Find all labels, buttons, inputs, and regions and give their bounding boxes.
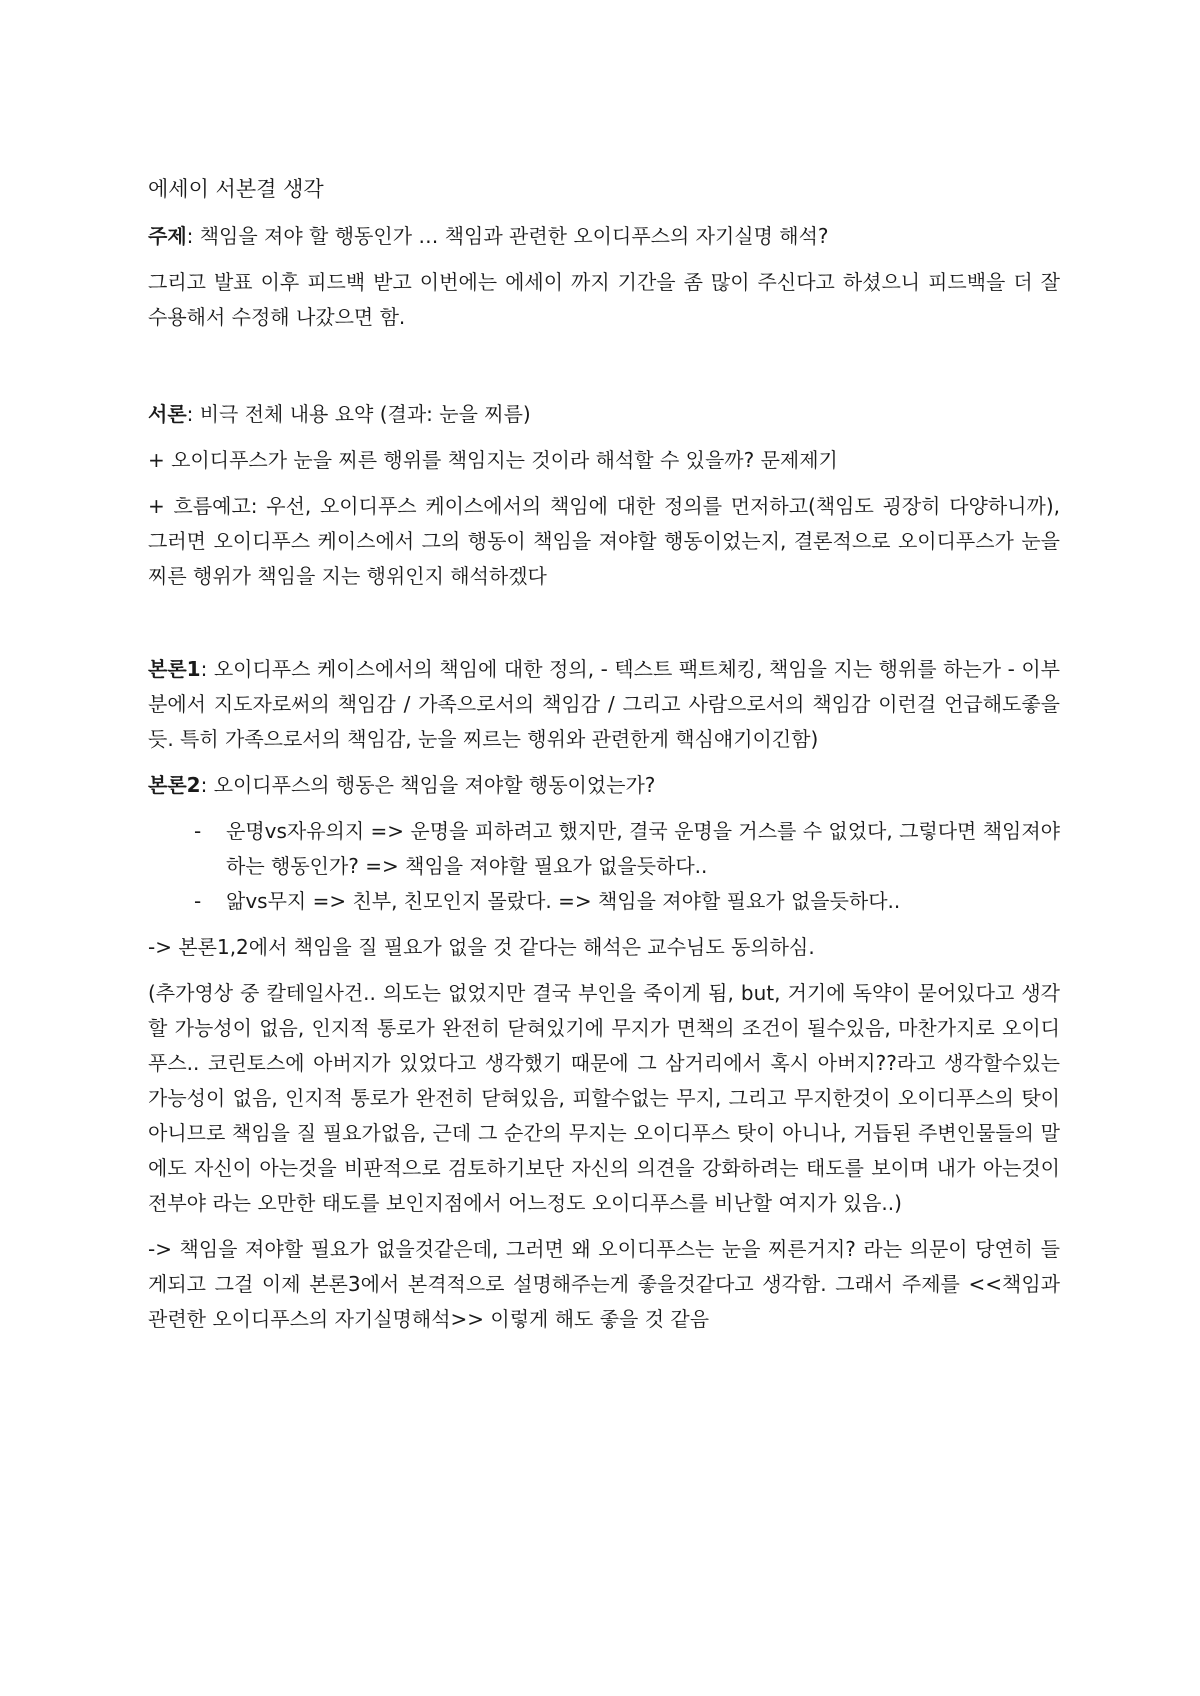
topic-text: : 책임을 져야 할 행동인가 … 책임과 관련한 오이디푸스의 자기실명 해석? xyxy=(186,224,829,248)
conclusion-paragraph: -> 책임을 져야할 필요가 없을것같은데, 그러면 왜 오이디푸스는 눈을 찌른거지? 라는 의문이 당연히 들게되고 그걸 이제 본론3에서 본격적으로 설명해주는게 좋을것같다고 생각함. 그래서 주제를 <<책임과 관련한 오이디푸스의 자기실명해석>> 이렇게 해도 좋을 것 같음 xyxy=(148,1237,1060,1331)
list-item xyxy=(148,814,1060,884)
seoron-label: 서론 xyxy=(148,402,187,426)
bonron1-label: 본론1 xyxy=(148,657,201,681)
document-page xyxy=(148,172,1060,1348)
bonron2-text: : 오이디푸스의 행동은 책임을 져야할 행동이었는가? xyxy=(200,773,656,797)
seoron-flow-paragraph: + 흐름예고: 우선, 오이디푸스 케이스에서의 책임에 대한 정의를 먼저하고(책임도 굉장히 다양하니까), 그러면 오이디푸스 케이스에서 그의 행동이 책임을 져야할 행동이었는지, 결론적으로 오이디푸스가 눈을 찌른 행위가 책임을 지는 행위인지 해석하겠다 xyxy=(148,494,1060,588)
topic-label: 주제 xyxy=(148,224,187,248)
list-item-text: 앎vs무지 => 친부, 친모인지 몰랐다. => 책임을 져야할 필요가 없을듯하다.. xyxy=(226,889,901,913)
bonron1-paragraph xyxy=(148,652,1060,757)
agree-paragraph: -> 본론1,2에서 책임을 질 필요가 없을 것 같다는 해석은 교수님도 동의하심. xyxy=(148,935,815,959)
document-title: 에세이 서본결 생각 xyxy=(148,177,324,201)
bonron2-bullet-list xyxy=(148,814,1060,919)
list-item-text: 운명vs자유의지 => 운명을 피하려고 했지만, 결국 운명을 거스를 수 없었다, 그렇다면 책임져야하는 행동인가? => 책임을 져야할 필요가 없을듯하다.. xyxy=(226,819,1060,878)
bonron2-label: 본론2 xyxy=(148,773,201,797)
seoron-paragraph xyxy=(148,397,1060,432)
bullet-dash: - xyxy=(194,889,202,913)
extra-paragraph: (추가영상 중 칼테일사건.. 의도는 없었지만 결국 부인을 죽이게 됨, but, 거기에 독약이 묻어있다고 생각할 가능성이 없음, 인지적 통로가 완전히 닫혀있기에 무지가 면책의 조건이 될수있음, 마찬가지로 오이디푸스.. 코린토스에 아버지가 있었다고 생각했기 때문에 그 삼거리에서 혹시 아버지??라고 생각할수있는 가능성이 없음, 인지적 통로가 완전히 닫혀있음, 피할수없는 무지, 그리고 무지한것이 오이디푸스의 탓이 아니므로 책임을 질 필요가없음, 근데 그 순간의 무지는 오이디푸스 탓이 아니나, 거듭된 주변인물들의 말에도 자신이 아는것을 비판적으로 검토하기보단 자신의 의견을 강화하려는 태도를 보이며 내가 아는것이 전부야 라는 오만한 태도를 보인지점에서 어느정도 오이디푸스를 비난할 여지가 있음..) xyxy=(148,981,1060,1215)
topic-paragraph xyxy=(148,219,1060,254)
intro-note-paragraph: 그리고 발표 이후 피드백 받고 이번에는 에세이 까지 기간을 좀 많이 주신다고 하셨으니 피드백을 더 잘 수용해서 수정해 나갔으면 함. xyxy=(148,270,1060,329)
bonron2-paragraph xyxy=(148,768,1060,803)
bullet-dash: - xyxy=(194,819,202,843)
seoron-text: : 비극 전체 내용 요약 (결과: 눈을 찌름) xyxy=(186,402,531,426)
seoron-question-paragraph: + 오이디푸스가 눈을 찌른 행위를 책임지는 것이라 해석할 수 있을까? 문제제기 xyxy=(148,448,838,472)
list-item xyxy=(148,884,1060,919)
bonron1-text: : 오이디푸스 케이스에서의 책임에 대한 정의, - 텍스트 팩트체킹, 책임을 지는 행위를 하는가 - 이부분에서 지도자로써의 책임감 / 가족으로서의 책임감 / 그리고 사람으로서의 책임감 이런걸 언급해도좋을듯. 특히 가족으로서의 책임감, 눈을 찌르는 행위와 관련한게 핵심얘기이긴함) xyxy=(148,657,1060,751)
